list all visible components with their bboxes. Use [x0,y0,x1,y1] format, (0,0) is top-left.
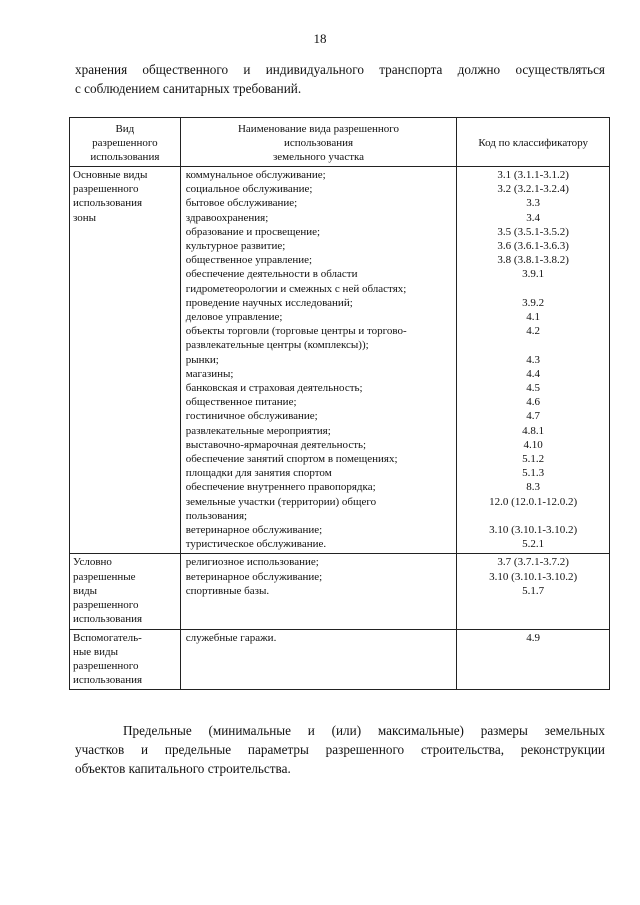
group-use-names [180,554,457,629]
group-use-names [180,167,457,554]
classifier-code: 4.8.1 [522,424,545,437]
header-classifier-code [457,118,610,167]
use-name-line: культурное развитие; [185,240,286,253]
table-group-row [70,554,610,629]
intro-paragraph [75,60,605,98]
use-name-line: обеспечение деятельности в области [185,268,358,281]
header-line: Наименование вида разрешенного [237,123,400,135]
classifier-code: 4.1 [526,311,541,324]
header-line: использования [90,151,160,163]
use-name-line: коммунальное обслуживание; [185,169,326,181]
classifier-code: 3.10 (3.10.1-3.10.2) [489,524,578,537]
use-name-line: площадки для занятия спортом [185,467,332,480]
use-name-line: здравоохранения; [185,211,269,224]
classifier-code: 4.5 [526,382,541,395]
classifier-code: 4.9 [526,631,541,644]
classifier-code: 3.9.2 [522,296,545,309]
classifier-code: 3.10 (3.10.1-3.10.2) [489,570,578,583]
category-line: разрешенного [73,599,139,612]
category-line: Основные виды [73,169,148,181]
classifier-code: 3.8 (3.8.1-3.8.2) [497,254,569,267]
group-category [70,167,181,554]
classifier-code: 3.2 (3.2.1-3.2.4) [497,183,569,196]
classifier-code: 4.6 [526,396,541,409]
page-number: 18 [313,31,327,46]
use-name-line: гостиничное обслуживание; [185,410,318,423]
use-name-line: бытовое обслуживание; [185,197,298,210]
classifier-code: 3.9.1 [522,268,545,281]
header-use-type [70,118,181,167]
use-name-line: общественное питание; [185,396,297,409]
classifier-code: 5.1.3 [522,467,545,480]
classifier-code: 3.1 (3.1.1-3.1.2) [497,169,569,181]
use-name-line: социальное обслуживание; [185,183,313,196]
classifier-code: 8.3 [526,481,541,494]
use-name-line: рынки; [185,353,219,366]
header-line: Код по классификатору [478,137,588,149]
outro-line: участков и предельные параметры разрешенного строительства, реконструкции [75,742,605,757]
use-name-line: банковская и страховая деятельность; [185,382,363,395]
classifier-code: 3.6 (3.6.1-3.6.3) [497,240,569,253]
use-name-line: служебные гаражи. [185,631,277,644]
category-line: ные виды [73,645,118,658]
outro-paragraph [75,721,605,778]
classifier-code: 5.1.2 [522,453,545,466]
category-line: Вспомогатель- [73,631,142,644]
group-use-names [180,629,457,690]
code-spacer [457,338,609,352]
intro-line: с соблюдением санитарных требований. [75,81,302,96]
use-name-line: выставочно-ярмарочная деятельность; [185,438,367,451]
table-group-row [70,629,610,690]
code-spacer [457,509,609,523]
use-name-line: религиозное использование; [185,556,319,569]
classifier-code: 4.2 [526,325,541,338]
outro-line: Предельные (минимальные и (или) максимальные) размеры земельных [123,723,605,738]
use-name-line: туристическое обслуживание. [185,538,327,551]
category-line: использования [73,674,143,687]
classifier-code: 4.3 [526,353,541,366]
category-line: использования [73,613,143,626]
category-line: разрешенного [73,659,139,672]
header-line: Вид [115,123,135,135]
land-use-classification-table [69,117,610,690]
group-codes [457,554,610,629]
group-codes [457,167,610,554]
intro-line: хранения общественного и индивидуального транспорта должно осуществляться [75,62,605,77]
use-name-line: деловое управление; [185,311,283,324]
category-line: использования [73,197,143,210]
code-spacer [457,282,609,296]
use-name-line: пользования; [185,509,248,522]
use-name-line: магазины; [185,367,234,380]
use-name-line: общественное управление; [185,254,313,267]
use-name-line: земельные участки (территории) общего [185,495,377,508]
classifier-code: 12.0 (12.0.1-12.0.2) [489,495,578,508]
use-name-line: обеспечение занятий спортом в помещениях; [185,453,398,466]
header-use-name [180,118,457,167]
classifier-code: 5.2.1 [522,538,545,551]
category-line: виды [73,584,98,597]
outro-line: объектов капитального строительства. [75,761,291,776]
use-name-line: образование и просвещение; [185,225,321,238]
classifier-code: 3.7 (3.7.1-3.7.2) [497,556,569,569]
use-name-line: спортивные базы. [185,584,270,597]
group-category [70,554,181,629]
category-line: разрешенные [73,570,136,583]
classifier-code: 5.1.7 [522,584,545,597]
category-line: зоны [73,211,97,224]
header-line: разрешенного [92,137,158,149]
use-name-line: развлекательные мероприятия; [185,424,331,437]
use-name-line: развлекательные центры (комплексы)); [185,339,369,352]
classifier-code: 4.4 [526,367,541,380]
classifier-code: 3.3 [526,197,541,210]
table-header-row [70,118,610,167]
use-name-line: проведение научных исследований; [185,296,353,309]
use-name-line: ветеринарное обслуживание; [185,524,323,537]
classifier-code: 4.10 [523,438,543,451]
category-line: разрешенного [73,183,139,196]
table-group-row [70,167,610,554]
header-line: использования [283,137,354,149]
classifier-code: 3.5 (3.5.1-3.5.2) [497,225,569,238]
use-name-line: ветеринарное обслуживание; [185,570,323,583]
use-name-line: обеспечение внутреннего правопорядка; [185,481,376,494]
header-line: земельного участка [272,151,365,163]
use-name-line: гидрометеорологии и смежных с ней областях; [185,282,407,295]
group-codes [457,629,610,690]
classifier-code: 4.7 [526,410,541,423]
group-category [70,629,181,690]
category-line: Условно [73,556,112,569]
classifier-code: 3.4 [526,211,541,224]
use-name-line: объекты торговли (торговые центры и торгово- [185,325,407,338]
